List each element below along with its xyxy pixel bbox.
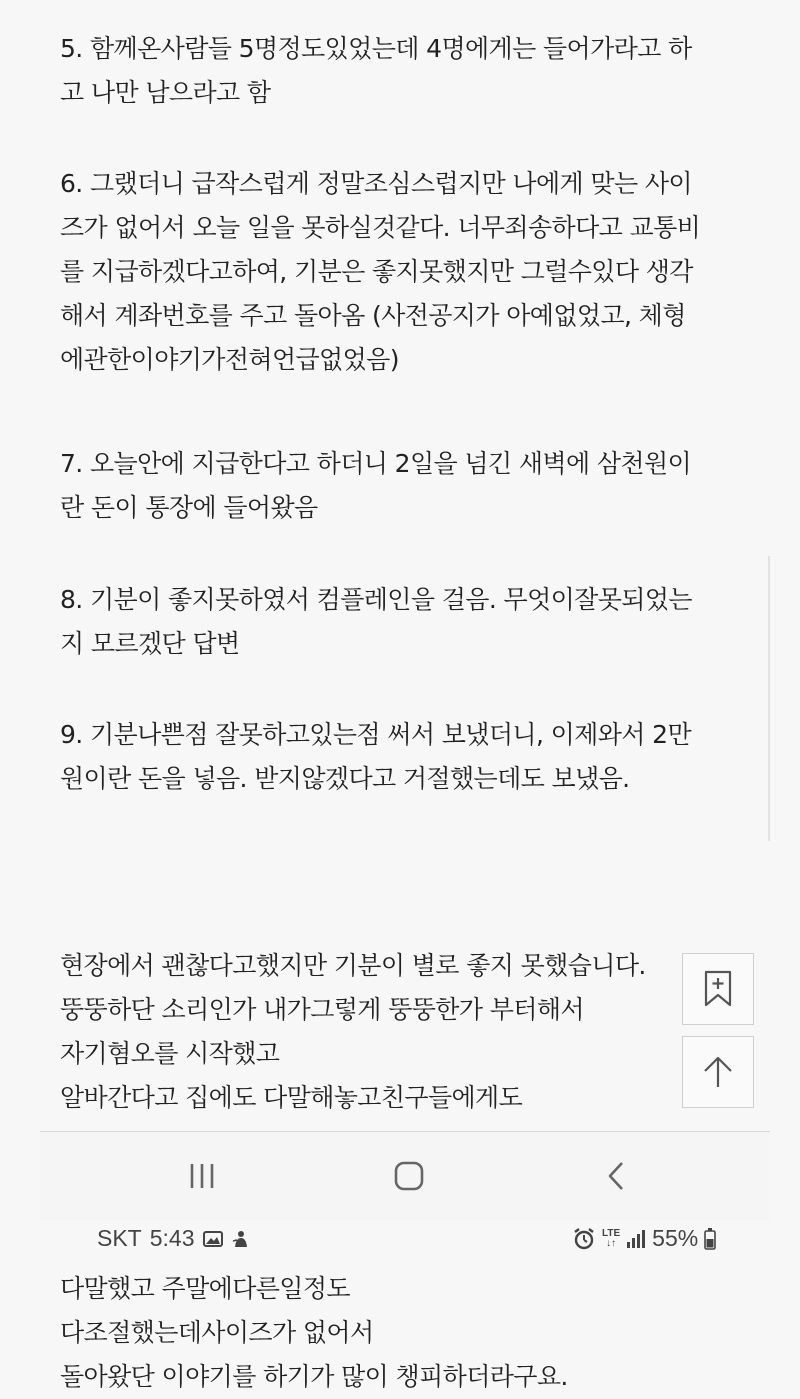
text-line: 자기혐오를 시작했고 — [60, 1039, 280, 1068]
divider — [768, 556, 770, 841]
text-line: 에관한이야기가전혀언급없었음) — [60, 345, 399, 374]
text-line: 를 지급하겠다고하여, 기분은 좋지못했지만 그럴수있다 생각 — [60, 257, 693, 286]
recents-icon — [187, 1161, 217, 1191]
gallery-icon — [203, 1230, 223, 1248]
network-indicator: LTE ↓↑ — [602, 1227, 621, 1249]
arrow-up-icon — [701, 1054, 735, 1090]
status-right — [572, 1225, 716, 1252]
text-line: 8. 기분이 좋지못하였서 컴플레인을 걸음. 무엇이잘못되었는 — [60, 585, 692, 614]
paragraph-6 — [60, 162, 760, 382]
home-icon — [393, 1160, 425, 1192]
paragraph-5 — [60, 27, 760, 115]
text-line: 9. 기분나쁜점 잘못하고있는점 써서 보냈더니, 이제와서 2만 — [60, 720, 692, 749]
comment-text-top — [60, 944, 700, 1120]
recents-button[interactable] — [179, 1154, 225, 1198]
text-line: 다말했고 주말에다른일정도 — [60, 1274, 350, 1303]
text-line: 해서 계좌번호를 주고 돌아옴 (사전공지가 아예없었고, 체형 — [60, 301, 686, 330]
alarm-icon — [572, 1227, 596, 1251]
back-icon — [604, 1160, 630, 1192]
text-line: 현장에서 괜찮다고했지만 기분이 별로 좋지 못했습니다. — [60, 951, 646, 980]
bookmark-add-button[interactable] — [682, 953, 754, 1025]
text-line: 다조절했는데사이즈가 없어서 — [60, 1318, 374, 1347]
bookmark-add-icon — [703, 970, 733, 1008]
status-left — [97, 1225, 251, 1252]
text-line: 고 나만 남으라고 함 — [60, 78, 271, 107]
carrier-label: SKT — [97, 1225, 142, 1251]
text-line: 5. 함께온사람들 5명정도있었는데 4명에게는 들어가라고 하 — [60, 34, 692, 63]
network-label: LTE — [602, 1227, 621, 1239]
back-button[interactable] — [594, 1154, 640, 1198]
signal-icon — [626, 1229, 646, 1249]
text-line: 돌아왔단 이야기를 하기가 많이 챙피하더라구요. — [60, 1362, 568, 1391]
paragraph-7 — [60, 442, 760, 530]
notification-icon — [231, 1229, 251, 1249]
scroll-top-button[interactable] — [682, 1036, 754, 1108]
status-bar — [0, 1215, 800, 1265]
battery-icon — [704, 1228, 716, 1250]
text-line: 뚱뚱하단 소리인가 내가그렇게 뚱뚱한가 부터해서 — [60, 995, 584, 1024]
text-line: 지 모르겠단 답변 — [60, 629, 240, 658]
text-line: 원이란 돈을 넣음. 받지않겠다고 거절했는데도 보냈음. — [60, 764, 630, 793]
paragraph-8 — [60, 578, 760, 666]
battery-percent: 55% — [652, 1225, 699, 1251]
clock: 5:43 — [149, 1225, 195, 1251]
text-line: 6. 그랬더니 급작스럽게 정말조심스럽지만 나에게 맞는 사이 — [60, 169, 692, 198]
text-line: 7. 오늘안에 지급한다고 하더니 2일을 넘긴 새벽에 삼천원이 — [60, 449, 692, 478]
comment-text-bottom — [60, 1267, 760, 1399]
text-line: 알바간다고 집에도 다말해놓고친구들에게도 — [60, 1083, 523, 1112]
text-line: 란 돈이 통장에 들어왔음 — [60, 493, 318, 522]
navigation-bar — [40, 1131, 770, 1220]
home-button[interactable] — [386, 1154, 432, 1198]
paragraph-9 — [60, 713, 760, 801]
text-line: 즈가 없어서 오늘 일을 못하실것같다. 너무죄송하다고 교통비 — [60, 213, 701, 242]
